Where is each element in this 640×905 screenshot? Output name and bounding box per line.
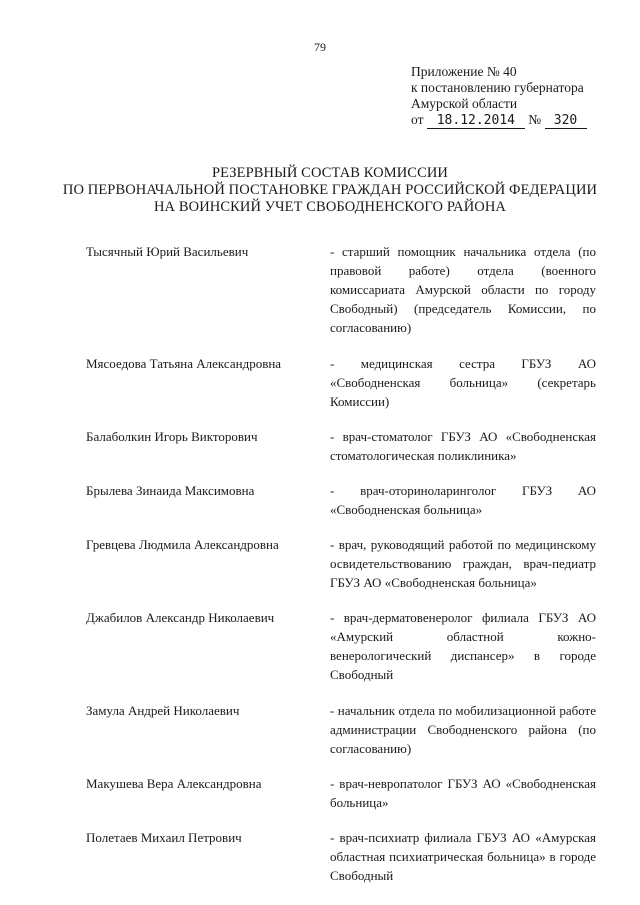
- member-row: [86, 701, 596, 758]
- member-row: [86, 828, 596, 885]
- member-name: Гревцева Людмила Александровна: [86, 537, 279, 552]
- date-prefix: от: [411, 112, 424, 127]
- member-name: Мясоедова Татьяна Александровна: [86, 356, 282, 371]
- appendix-line-1: Приложение № 40: [411, 64, 517, 79]
- member-role: - врач-оториноларинголог ГБУЗ АО «Свободненская больница»: [330, 483, 596, 517]
- member-role: - врач-невропатолог ГБУЗ АО «Свободненская больница»: [330, 776, 596, 810]
- number-prefix: №: [528, 112, 542, 127]
- member-name: Тысячный Юрий Васильевич: [86, 244, 249, 259]
- appendix-line-2: к постановлению губернатора: [411, 80, 584, 95]
- member-row: [86, 774, 596, 812]
- member-row: [86, 535, 596, 592]
- appendix-line-3: Амурской области: [411, 96, 518, 111]
- member-name: Макушева Вера Александровна: [86, 776, 262, 791]
- member-row: [86, 481, 596, 519]
- decree-date: 18.12.2014: [427, 114, 525, 129]
- member-role: - врач, руководящий работой по медицинскому освидетельствованию граждан, врач-педиатр ГБУЗ АО «Свободненская больница»: [330, 537, 596, 590]
- member-role: - врач-психиатр филиала ГБУЗ АО «Амурская областная психиатрическая больница» в городе Свободный: [330, 830, 596, 883]
- decree-number: 320: [545, 114, 587, 129]
- appendix-header: [411, 64, 611, 129]
- appendix-date-line: [411, 112, 611, 129]
- member-row: [86, 608, 596, 684]
- member-role: - врач-дерматовенеролог филиала ГБУЗ АО «Амурский областной кожно-венерологический диспансер» в городе Свободный: [330, 610, 596, 682]
- title-line-3: НА ВОИНСКИЙ УЧЕТ СВОБОДНЕНСКОГО РАЙОНА: [153, 199, 506, 215]
- member-role: - старший помощник начальника отдела (по правовой работе) отдела (военного комиссариата Амурской области по городу Свободный) (председатель Комиссии, по согласованию): [330, 244, 596, 335]
- member-name: Джабилов Александр Николаевич: [86, 610, 275, 625]
- title-line-1: РЕЗЕРВНЫЙ СОСТАВ КОМИССИИ: [212, 165, 448, 181]
- member-name: Замула Андрей Николаевич: [86, 703, 240, 718]
- member-row: [86, 354, 596, 411]
- member-row: [86, 242, 596, 337]
- document-title: [60, 165, 600, 216]
- member-name: Брылева Зинаида Максимовна: [86, 483, 255, 498]
- member-name: Полетаев Михаил Петрович: [86, 830, 242, 845]
- member-row: [86, 427, 596, 465]
- page-number: 79: [314, 40, 326, 54]
- member-name: Балаболкин Игорь Викторович: [86, 429, 258, 444]
- member-role: - врач-стоматолог ГБУЗ АО «Свободненская стоматологическая поликлиника»: [330, 429, 596, 463]
- title-line-2: ПО ПЕРВОНАЧАЛЬНОЙ ПОСТАНОВКЕ ГРАЖДАН РОССИЙСКОЙ ФЕДЕРАЦИИ: [62, 182, 598, 198]
- members-list: [86, 242, 596, 885]
- member-role: - начальник отдела по мобилизационной работе администрации Свободненского района (по согласованию): [330, 703, 596, 756]
- member-role: - медицинская сестра ГБУЗ АО «Свободненская больница» (секретарь Комиссии): [330, 356, 596, 409]
